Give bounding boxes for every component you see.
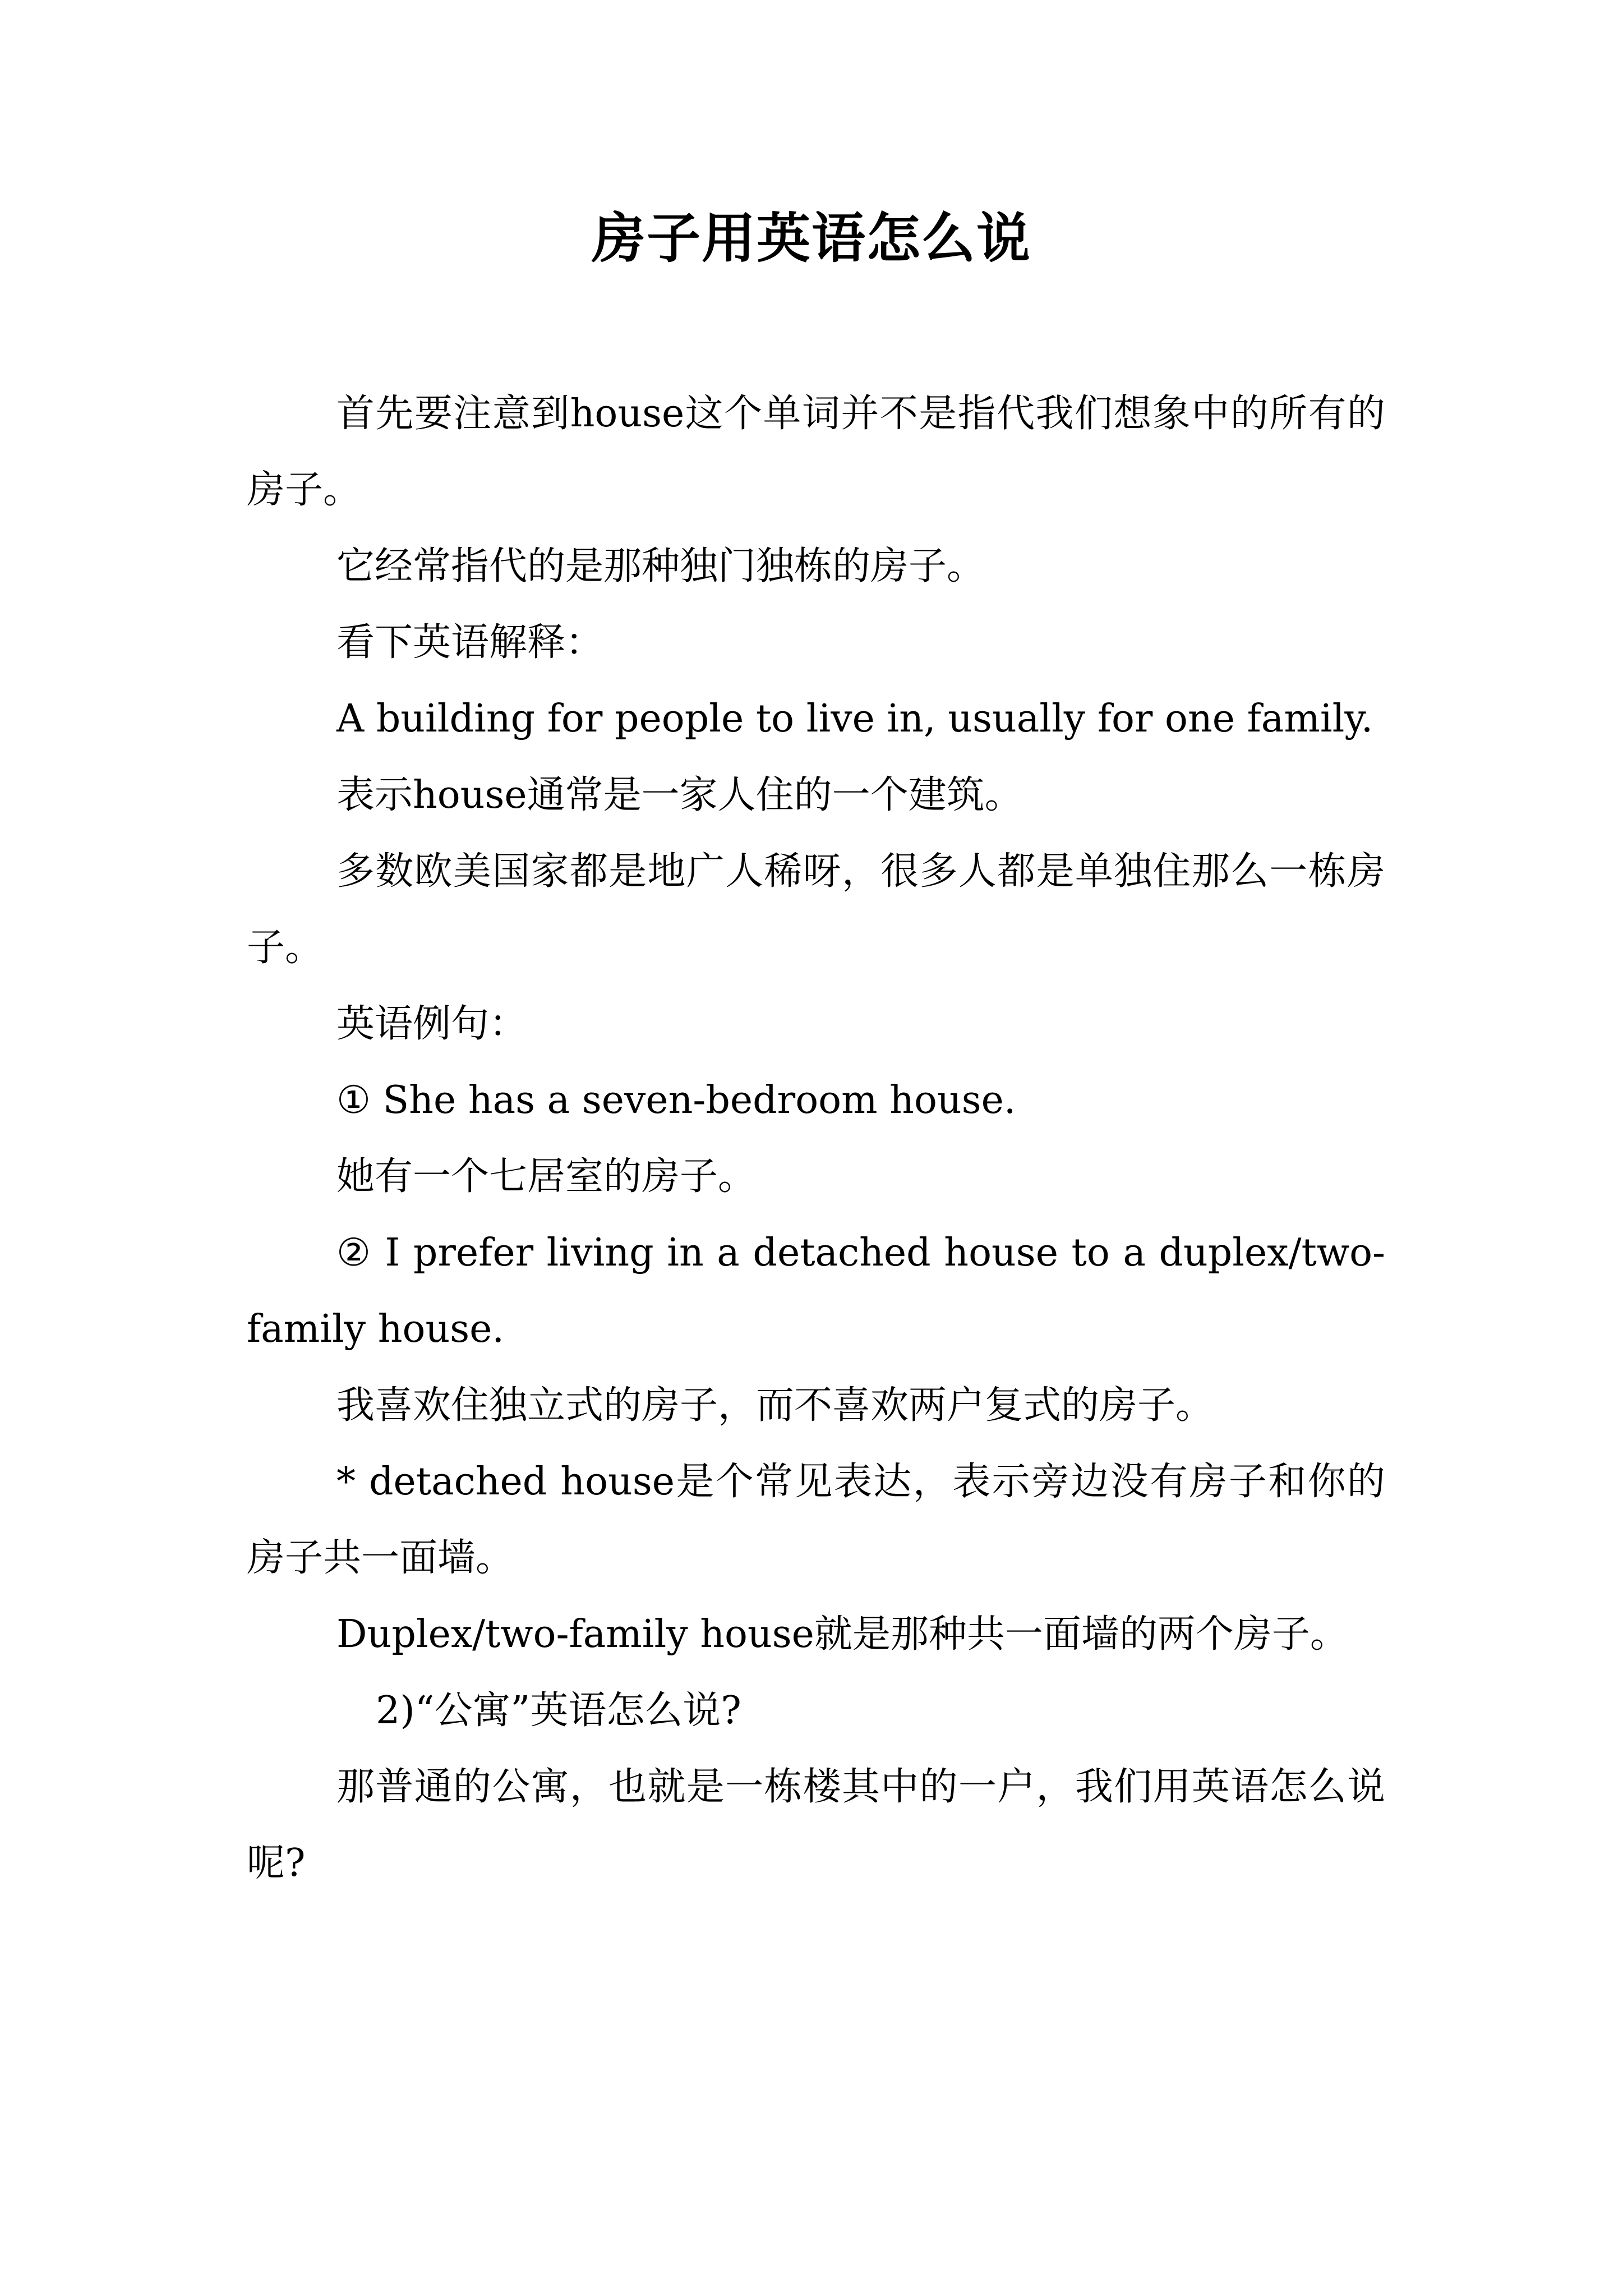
paragraph-4: A building for people to live in, usually for one family.	[336, 697, 1373, 741]
paragraph-5: 表示house通常是一家人住的一个建筑。	[336, 773, 1023, 817]
note-detached-house: * detached house是个常见表达，表示旁边没有房子和你的房子共一面墙。	[247, 1460, 1385, 1580]
example-1: ① She has a seven-bedroom house.	[336, 1078, 1016, 1122]
paragraph-7: 英语例句：	[336, 1002, 528, 1046]
section-heading-apartment: 2)“公寓”英语怎么说?	[376, 1688, 741, 1733]
paragraph-1: 首先要注意到house这个单词并不是指代我们想象中的所有的房子。	[247, 392, 1385, 512]
example-1-translation: 她有一个七居室的房子。	[336, 1154, 757, 1199]
paragraph-2: 它经常指代的是那种独门独栋的房子。	[336, 544, 985, 588]
paragraph-apartment: 那普通的公寓，也就是一栋楼其中的一户，我们用英语怎么说呢?	[247, 1765, 1385, 1885]
paragraph-6: 多数欧美国家都是地广人稀呀，很多人都是单独住那么一栋房子。	[247, 849, 1385, 970]
example-2-translation: 我喜欢住独立式的房子，而不喜欢两户复式的房子。	[336, 1383, 1214, 1428]
document-title: 房子用英语怎么说	[592, 206, 1031, 270]
document-body	[247, 376, 1385, 1902]
note-duplex: Duplex/two-family house就是那种共一面墙的两个房子。	[336, 1612, 1348, 1657]
example-2: ② I prefer living in a detached house to a duplex/two-family house.	[247, 1231, 1385, 1351]
paragraph-3: 看下英语解释：	[336, 620, 604, 665]
